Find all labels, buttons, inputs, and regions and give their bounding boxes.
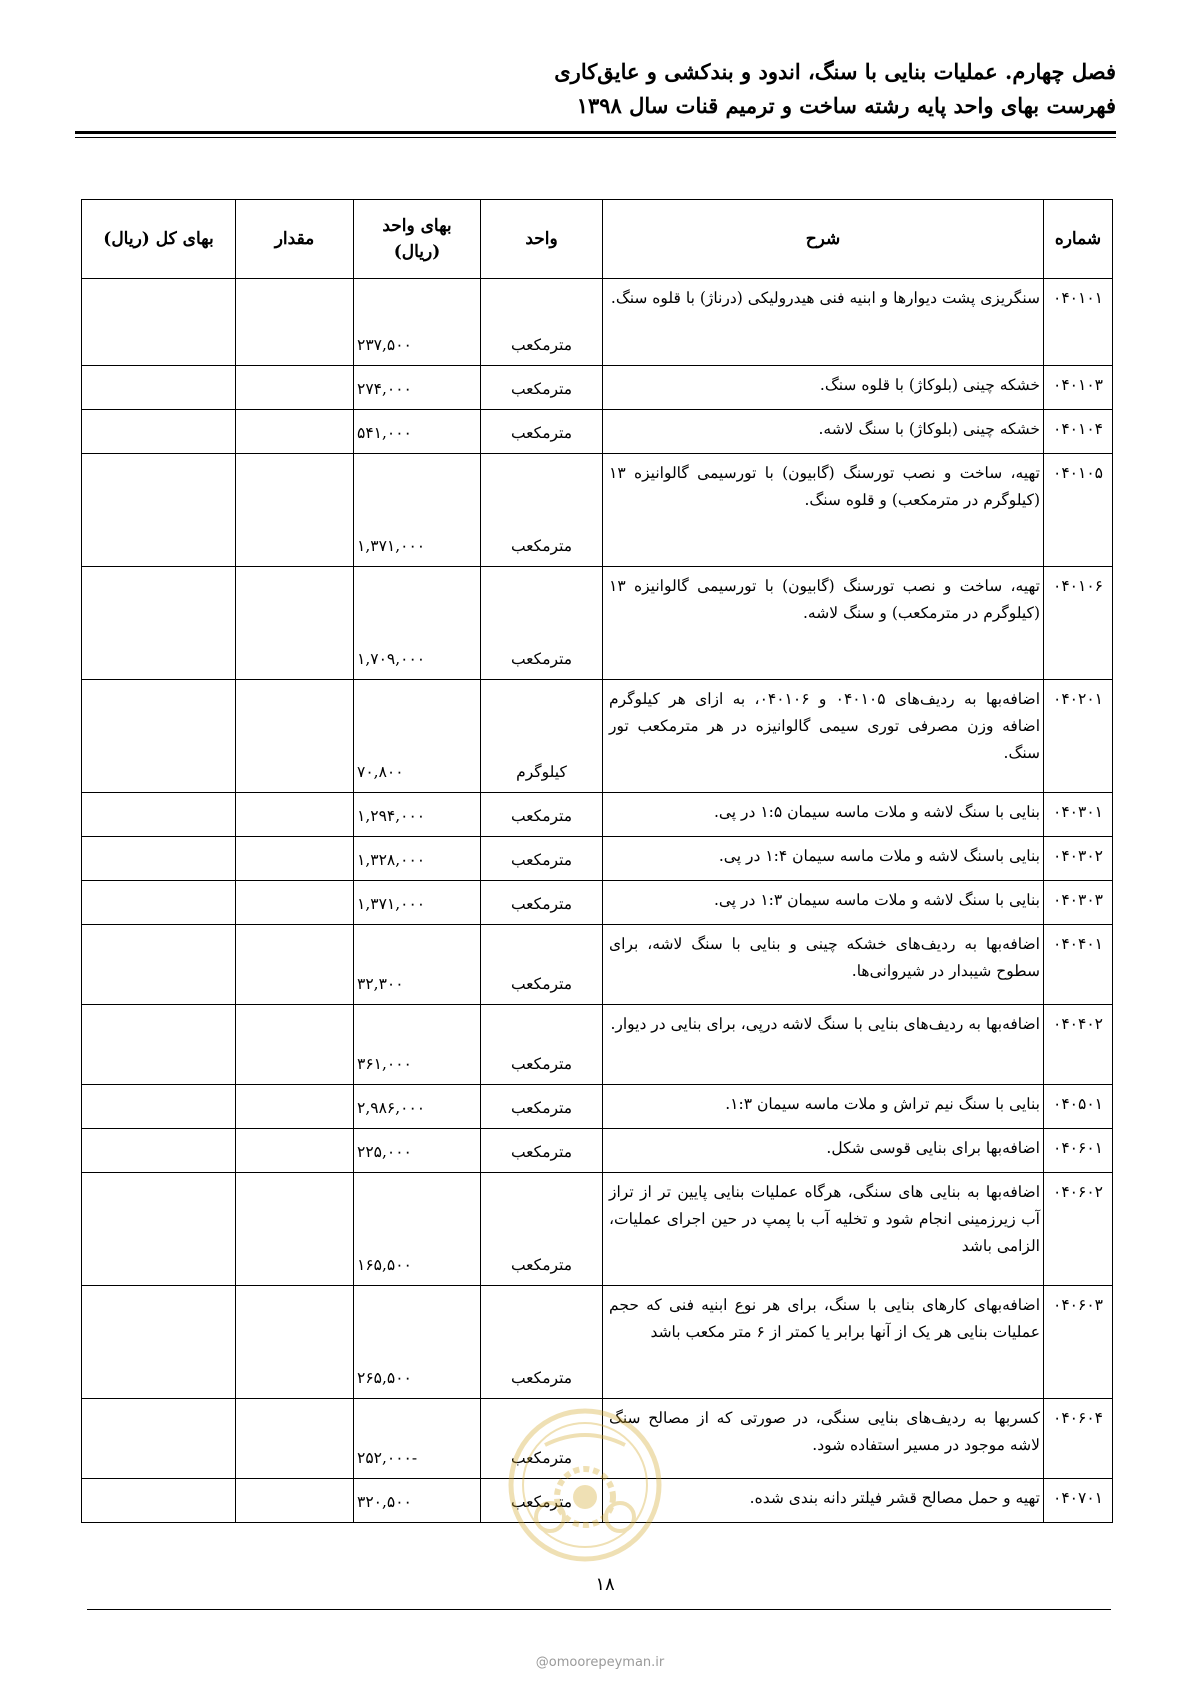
row-quantity (236, 1085, 354, 1129)
row-description: خشکه چینی (بلوکاژ) با سنگ لاشه. (603, 410, 1044, 454)
document-title: فهرست بهای واحد پایه رشته ساخت و ترمیم قنات سال ۱۳۹۸ (576, 93, 1116, 118)
table-row (82, 925, 1113, 1005)
row-code: ۰۴۰۶۰۴ (1044, 1399, 1113, 1479)
row-description: تهیه، ساخت و نصب تورسنگ (گابیون) با تورسیمی گالوانیزه ۱۳ (کیلوگرم در مترمکعب) و قلوه سنگ. (603, 454, 1044, 567)
row-quantity (236, 1129, 354, 1173)
row-unit: مترمکعب (481, 1085, 603, 1129)
row-description: بنایی با سنگ نیم تراش و ملات ماسه سیمان ۱:۳. (603, 1085, 1044, 1129)
row-unit-price: ۱,۳۷۱,۰۰۰ (354, 454, 481, 567)
row-code: ۰۴۰۴۰۲ (1044, 1005, 1113, 1085)
table-row (82, 680, 1113, 793)
row-code: ۰۴۰۵۰۱ (1044, 1085, 1113, 1129)
row-unit: مترمکعب (481, 410, 603, 454)
row-unit: مترمکعب (481, 925, 603, 1005)
row-quantity (236, 1286, 354, 1399)
table-row (82, 1085, 1113, 1129)
col-header-code: شماره (1044, 200, 1113, 279)
row-code: ۰۴۰۳۰۳ (1044, 881, 1113, 925)
row-total (82, 1129, 236, 1173)
row-description: اضافه‌بهای کارهای بنایی با سنگ، برای هر نوع ابنیه فنی که حجم عملیات بنایی هر یک از آنها برابر یا کمتر از ۶ متر مکعب باشد (603, 1286, 1044, 1399)
row-description: خشکه چینی (بلوکاژ) با قلوه سنگ. (603, 366, 1044, 410)
table-row (82, 881, 1113, 925)
row-description: اضافه‌بها به بنایی های سنگی، هرگاه عملیات بنایی پایین تر از تراز آب زیرزمینی انجام شود و تخلیه آب با پمپ در حین اجرای عملیات، الزامی باشد (603, 1173, 1044, 1286)
col-header-price (354, 200, 481, 279)
col-header-price-label: بهای واحد (382, 216, 452, 236)
row-unit-price: ۱,۳۲۸,۰۰۰ (354, 837, 481, 881)
row-quantity (236, 1005, 354, 1085)
row-total (82, 454, 236, 567)
row-unit-price: ۱,۳۷۱,۰۰۰ (354, 881, 481, 925)
table-row (82, 410, 1113, 454)
row-description: بنایی باسنگ لاشه و ملات ماسه سیمان ۱:۴ در پی. (603, 837, 1044, 881)
row-unit-price: ۲۶۵,۵۰۰ (354, 1286, 481, 1399)
row-description: بنایی با سنگ لاشه و ملات ماسه سیمان ۱:۳ در پی. (603, 881, 1044, 925)
row-unit: مترمکعب (481, 1286, 603, 1399)
row-unit: مترمکعب (481, 366, 603, 410)
row-code: ۰۴۰۷۰۱ (1044, 1479, 1113, 1523)
row-code: ۰۴۰۱۰۱ (1044, 279, 1113, 366)
row-description: اضافه‌بها به ردیف‌های خشکه چینی و بنایی با سنگ لاشه، برای سطوح شیبدار در شیروانی‌ها. (603, 925, 1044, 1005)
row-quantity (236, 925, 354, 1005)
row-quantity (236, 1399, 354, 1479)
row-unit: مترمکعب (481, 279, 603, 366)
col-header-qty: مقدار (236, 200, 354, 279)
row-unit-price: ۲۲۵,۰۰۰ (354, 1129, 481, 1173)
chapter-title: فصل چهارم. عملیات بنایی با سنگ، اندود و بندکشی و عایق‌کاری (554, 59, 1116, 84)
row-total (82, 881, 236, 925)
table-row (82, 837, 1113, 881)
page-header (75, 55, 1116, 123)
row-total (82, 410, 236, 454)
table-row (82, 793, 1113, 837)
row-total (82, 366, 236, 410)
row-description: تهیه، ساخت و نصب تورسنگ (گابیون) با تورسیمی گالوانیزه ۱۳ (کیلوگرم در مترمکعب) و سنگ لاشه. (603, 567, 1044, 680)
col-header-price-currency: (ریال) (393, 242, 441, 262)
row-quantity (236, 793, 354, 837)
row-total (82, 1286, 236, 1399)
row-unit-price: ۳۲,۳۰۰ (354, 925, 481, 1005)
footer-rule (87, 1609, 1111, 1610)
site-watermark: @omoorepeyman.ir (535, 1655, 665, 1670)
row-quantity (236, 881, 354, 925)
row-unit: مترمکعب (481, 454, 603, 567)
row-code: ۰۴۰۲۰۱ (1044, 680, 1113, 793)
row-total (82, 680, 236, 793)
header-rule-thick (75, 131, 1116, 134)
row-unit-price: ۱,۲۹۴,۰۰۰ (354, 793, 481, 837)
row-unit-price: ۱,۷۰۹,۰۰۰ (354, 567, 481, 680)
row-code: ۰۴۰۳۰۲ (1044, 837, 1113, 881)
row-total (82, 279, 236, 366)
row-quantity (236, 680, 354, 793)
row-quantity (236, 279, 354, 366)
row-code: ۰۴۰۳۰۱ (1044, 793, 1113, 837)
row-total (82, 567, 236, 680)
row-quantity (236, 366, 354, 410)
row-total (82, 1085, 236, 1129)
row-total (82, 793, 236, 837)
row-total (82, 837, 236, 881)
row-total (82, 1399, 236, 1479)
table-row (82, 1173, 1113, 1286)
col-header-total: بهای کل (ریال) (82, 200, 236, 279)
row-code: ۰۴۰۱۰۵ (1044, 454, 1113, 567)
table-row (82, 1005, 1113, 1085)
table-row (82, 454, 1113, 567)
row-description: اضافه‌بها به ردیف‌های بنایی با سنگ لاشه درپی، برای بنایی در دیوار. (603, 1005, 1044, 1085)
row-description: تهیه و حمل مصالح قشر فیلتر دانه بندی شده. (603, 1479, 1044, 1523)
col-header-unit: واحد (481, 200, 603, 279)
row-quantity (236, 567, 354, 680)
row-code: ۰۴۰۴۰۱ (1044, 925, 1113, 1005)
row-code: ۰۴۰۶۰۱ (1044, 1129, 1113, 1173)
row-description: بنایی با سنگ لاشه و ملات ماسه سیمان ۱:۵ در پی. (603, 793, 1044, 837)
row-total (82, 1479, 236, 1523)
row-code: ۰۴۰۱۰۶ (1044, 567, 1113, 680)
page-number: ۱۸ (595, 1574, 615, 1595)
row-unit: مترمکعب (481, 1129, 603, 1173)
row-unit-price: ۳۶۱,۰۰۰ (354, 1005, 481, 1085)
watermark-seal-icon (505, 1405, 665, 1565)
row-total (82, 1005, 236, 1085)
row-description: اضافه‌بها به ردیف‌های ۰۴۰۱۰۵ و ۰۴۰۱۰۶، به ازای هر کیلوگرم اضافه وزن مصرفی توری سیمی گالوانیزه در هر مترمکعب تور سنگ. (603, 680, 1044, 793)
row-unit-price: ۷۰,۸۰۰ (354, 680, 481, 793)
row-unit: مترمکعب (481, 1005, 603, 1085)
col-header-desc: شرح (603, 200, 1044, 279)
row-quantity (236, 1173, 354, 1286)
row-description: سنگریزی پشت دیوارها و ابنیه فنی هیدرولیکی (درناژ) با قلوه سنگ. (603, 279, 1044, 366)
price-list-table (81, 199, 1113, 1523)
row-quantity (236, 837, 354, 881)
table-row (82, 567, 1113, 680)
table-header-row (82, 200, 1113, 279)
row-description: کسربها به ردیف‌های بنایی سنگی، در صورتی که از مصالح سنگ لاشه موجود در مسیر استفاده شود. (603, 1399, 1044, 1479)
row-total (82, 925, 236, 1005)
row-unit: مترمکعب (481, 1479, 603, 1523)
row-code: ۰۴۰۶۰۳ (1044, 1286, 1113, 1399)
row-unit: مترمکعب (481, 1173, 603, 1286)
table-row (82, 366, 1113, 410)
row-unit: مترمکعب (481, 837, 603, 881)
row-unit: کیلوگرم (481, 680, 603, 793)
table-row (82, 279, 1113, 366)
row-description: اضافه‌بها برای بنایی قوسی شکل. (603, 1129, 1044, 1173)
row-code: ۰۴۰۱۰۳ (1044, 366, 1113, 410)
header-rule-thin (75, 137, 1116, 138)
row-unit-price: ۱۶۵,۵۰۰ (354, 1173, 481, 1286)
row-quantity (236, 410, 354, 454)
row-code: ۰۴۰۶۰۲ (1044, 1173, 1113, 1286)
row-quantity (236, 454, 354, 567)
row-unit-price: ۲۷۴,۰۰۰ (354, 366, 481, 410)
row-unit: مترمکعب (481, 567, 603, 680)
row-unit: مترمکعب (481, 1399, 603, 1479)
row-unit-price: ۵۴۱,۰۰۰ (354, 410, 481, 454)
table-row (82, 1286, 1113, 1399)
row-code: ۰۴۰۱۰۴ (1044, 410, 1113, 454)
row-unit: مترمکعب (481, 881, 603, 925)
row-total (82, 1173, 236, 1286)
row-unit-price: ۳۲۰,۵۰۰ (354, 1479, 481, 1523)
table-row (82, 1129, 1113, 1173)
row-quantity (236, 1479, 354, 1523)
row-unit-price: -۲۵۲,۰۰۰ (354, 1399, 481, 1479)
row-unit: مترمکعب (481, 793, 603, 837)
row-unit-price: ۲۳۷,۵۰۰ (354, 279, 481, 366)
row-unit-price: ۲,۹۸۶,۰۰۰ (354, 1085, 481, 1129)
